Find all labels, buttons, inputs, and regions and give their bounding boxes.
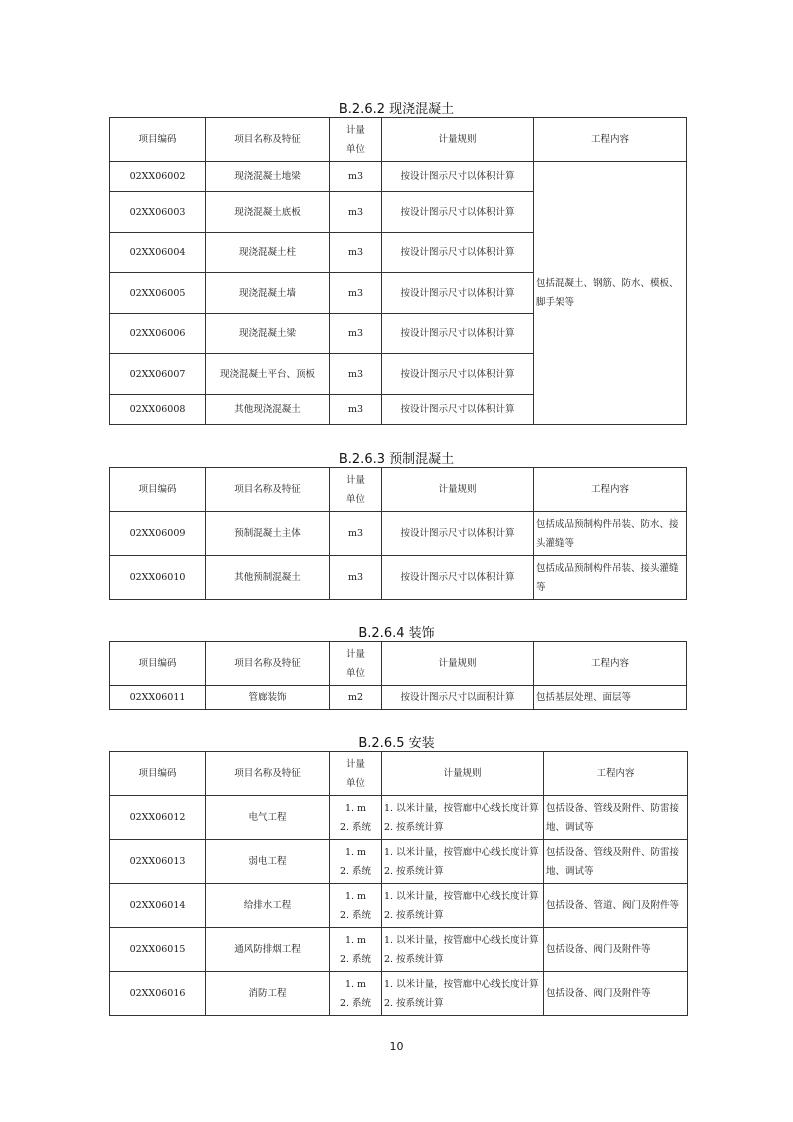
table-header-row [110,752,688,796]
item-rule: 按设计图示尺寸以体积计算 [382,314,534,354]
item-work: 包括基层处理、面层等 [534,686,687,710]
item-code: 02XX06012 [110,796,206,840]
item-code: 02XX06015 [110,928,206,972]
item-rule: 按设计图示尺寸以体积计算 [382,354,534,395]
item-rule: 1. 以米计量，按管廊中心线长度计算 2. 按系统计算 [382,972,544,1016]
item-code: 02XX06011 [110,686,206,710]
table-row [110,796,688,840]
table-row [110,884,688,928]
item-unit: 1. m 2. 系统 [330,840,382,884]
header-rule: 计量规则 [382,752,544,796]
item-name: 现浇混凝土柱 [206,233,330,273]
header-rule: 计量规则 [382,118,534,162]
header-name: 项目名称及特征 [206,752,330,796]
item-rule: 按设计图示尺寸以体积计算 [382,395,534,425]
item-work: 包括设备、阀门及附件等 [544,972,688,1016]
item-name: 通风防排烟工程 [206,928,330,972]
item-work: 包括设备、管线及附件、防雷接地、调试等 [544,840,688,884]
item-name: 弱电工程 [206,840,330,884]
item-unit: m3 [330,314,382,354]
header-code: 项目编码 [110,642,206,686]
header-unit: 计量 单位 [330,642,382,686]
item-rule: 按设计图示尺寸以体积计算 [382,512,534,556]
item-code: 02XX06006 [110,314,206,354]
header-name: 项目名称及特征 [206,642,330,686]
item-rule: 1. 以米计量，按管廊中心线长度计算 2. 按系统计算 [382,796,544,840]
item-code: 02XX06009 [110,512,206,556]
item-rule: 1. 以米计量，按管廊中心线长度计算 2. 按系统计算 [382,884,544,928]
table-installation [109,751,688,1016]
item-unit: 1. m 2. 系统 [330,884,382,928]
item-code: 02XX06007 [110,354,206,395]
table-decoration [109,641,687,710]
item-code: 02XX06010 [110,556,206,600]
table-header-row [110,642,687,686]
item-name: 电气工程 [206,796,330,840]
item-unit: m3 [330,395,382,425]
item-unit: m3 [330,354,382,395]
item-rule: 按设计图示尺寸以体积计算 [382,273,534,314]
header-work: 工程内容 [544,752,688,796]
item-unit: 1. m 2. 系统 [330,796,382,840]
item-rule: 1. 以米计量，按管廊中心线长度计算 2. 按系统计算 [382,840,544,884]
item-unit: m3 [330,192,382,233]
item-rule: 按设计图示尺寸以体积计算 [382,162,534,192]
table-header-row [110,468,687,512]
table-row [110,928,688,972]
item-unit: m3 [330,556,382,600]
table-row [110,840,688,884]
table-row [110,512,687,556]
item-name: 现浇混凝土墙 [206,273,330,314]
header-unit: 计量 单位 [330,752,382,796]
item-work: 包括设备、管线及附件、防雷接地、调试等 [544,796,688,840]
item-unit: m3 [330,233,382,273]
header-work: 工程内容 [534,642,687,686]
header-name: 项目名称及特征 [206,118,330,162]
table-cast-in-place-concrete [109,117,687,425]
header-unit: 计量 单位 [330,468,382,512]
item-work: 包括设备、阀门及附件等 [544,928,688,972]
item-name: 现浇混凝土地梁 [206,162,330,192]
table-row [110,972,688,1016]
item-rule: 按设计图示尺寸以体积计算 [382,192,534,233]
item-code: 02XX06008 [110,395,206,425]
item-rule: 按设计图示尺寸以体积计算 [382,233,534,273]
section-title-b265: B.2.6.5 安装 [358,736,435,751]
item-rule: 1. 以米计量，按管廊中心线长度计算 2. 按系统计算 [382,928,544,972]
item-name: 现浇混凝土平台、顶板 [206,354,330,395]
table-precast-concrete [109,467,687,600]
item-name: 其他现浇混凝土 [206,395,330,425]
item-name: 现浇混凝土底板 [206,192,330,233]
item-unit: 1. m 2. 系统 [330,972,382,1016]
item-name: 消防工程 [206,972,330,1016]
header-work: 工程内容 [534,468,687,512]
item-code: 02XX06003 [110,192,206,233]
item-rule: 按设计图示尺寸以面积计算 [382,686,534,710]
item-code: 02XX06004 [110,233,206,273]
header-code: 项目编码 [110,752,206,796]
item-code: 02XX06014 [110,884,206,928]
header-code: 项目编码 [110,118,206,162]
item-work: 包括成品预制构件吊装、防水、接头灌缝等 [534,512,687,556]
item-name: 管廊装饰 [206,686,330,710]
header-work: 工程内容 [534,118,687,162]
section-title-b263: B.2.6.3 预制混凝土 [338,452,455,467]
item-name: 现浇混凝土梁 [206,314,330,354]
item-code: 02XX06013 [110,840,206,884]
table-row [110,686,687,710]
item-name: 给排水工程 [206,884,330,928]
section-title-b264: B.2.6.4 装饰 [358,626,435,641]
table-header-row [110,118,687,162]
table-row [110,556,687,600]
header-rule: 计量规则 [382,468,534,512]
section-title-b262: B.2.6.2 现浇混凝土 [338,102,455,117]
header-unit: 计量 单位 [330,118,382,162]
header-name: 项目名称及特征 [206,468,330,512]
item-unit: m3 [330,273,382,314]
item-work: 包括成品预制构件吊装、接头灌缝等 [534,556,687,600]
item-unit: 1. m 2. 系统 [330,928,382,972]
header-rule: 计量规则 [382,642,534,686]
item-unit: m2 [330,686,382,710]
item-code: 02XX06016 [110,972,206,1016]
item-code: 02XX06002 [110,162,206,192]
page-number: 10 [389,1040,404,1053]
header-code: 项目编码 [110,468,206,512]
item-rule: 按设计图示尺寸以体积计算 [382,556,534,600]
item-unit: m3 [330,512,382,556]
item-code: 02XX06005 [110,273,206,314]
table-row [110,162,687,192]
item-name: 预制混凝土主体 [206,512,330,556]
item-work-merged: 包括混凝土、钢筋、防水、模板、脚手架等 [534,162,687,425]
item-name: 其他预制混凝土 [206,556,330,600]
item-work: 包括设备、管道、阀门及附件等 [544,884,688,928]
item-unit: m3 [330,162,382,192]
